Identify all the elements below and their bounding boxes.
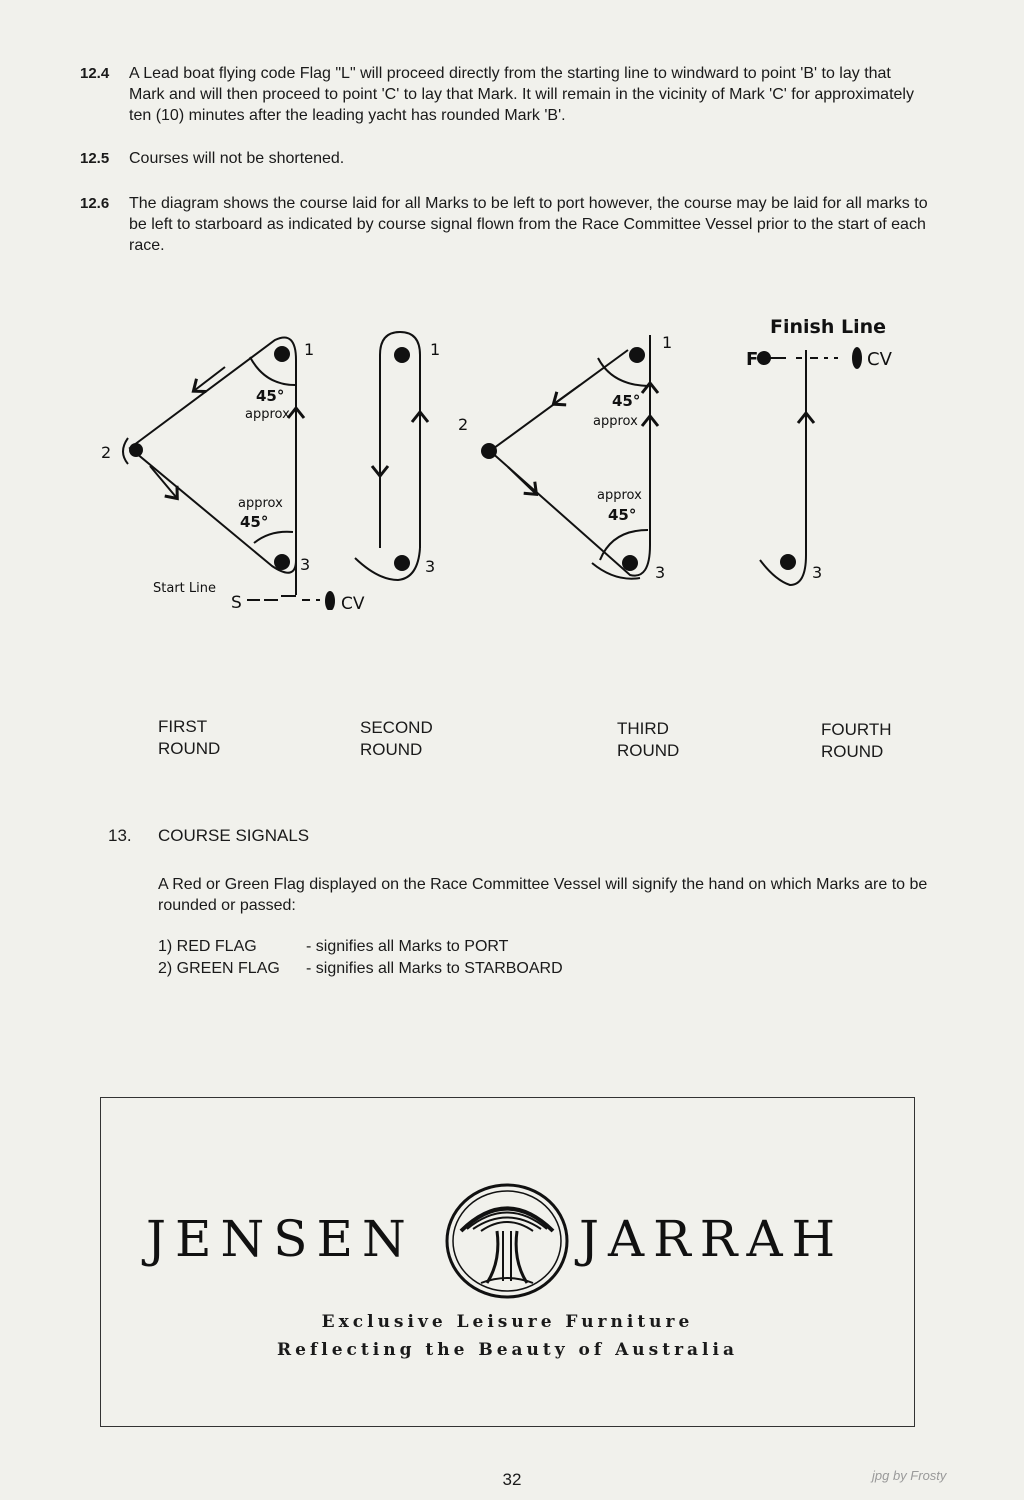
committee-vessel-icon (852, 347, 862, 369)
image-credit: jpg by Frosty (872, 1468, 947, 1483)
finish-mark (757, 351, 771, 365)
signal-description: - signifies all Marks to PORT (306, 938, 509, 955)
clause-text: A Lead boat flying code Flag "L" will proceed directly from the starting line to windward to point 'B' to lay that Mark and will then proceed to point 'C' to lay that Mark. It will remain in the vicinity of Mark 'C' for approximately ten (10) minutes after the leading yacht has rounded Mark 'B'. (129, 65, 914, 124)
clause-text: Courses will not be shortened. (129, 150, 345, 167)
angle-label: 45° (240, 513, 269, 531)
tagline-1: Exclusive Leisure Furniture (321, 1312, 694, 1332)
fourth-round-marks (757, 347, 862, 570)
angle-label: 45° (612, 392, 641, 410)
finish-letter: F (746, 349, 759, 370)
mark-3 (394, 555, 410, 571)
clause-text: The diagram shows the course laid for all Marks to be left to port however, the course may be laid for all marks to be left to starboard as indicated by course signal flown from the Race Committee Vessel prior to the start of each race. (129, 195, 928, 254)
tagline-2: Reflecting the Beauty of Australia (277, 1340, 738, 1360)
section-number: 13. (108, 826, 132, 845)
round-label-line: FOURTH (821, 720, 892, 739)
mark-3 (780, 554, 796, 570)
cv-label: CV (341, 594, 365, 610)
mark-label: 3 (425, 557, 436, 576)
round-label-second (360, 717, 433, 761)
course-diagrams (0, 300, 1024, 615)
mark-label: 1 (430, 340, 441, 359)
clause-number: 12.5 (80, 150, 110, 167)
advertisement-box (100, 1097, 915, 1427)
second-round-marks (394, 347, 410, 571)
round-label-line: SECOND (360, 718, 433, 737)
start-line-label: Start Line (153, 581, 216, 596)
signal-description: - signifies all Marks to STARBOARD (306, 960, 563, 977)
approx-label: approx (597, 488, 642, 503)
clause-12-6 (80, 193, 930, 256)
round-label-line: FIRST (158, 717, 208, 736)
mark-label: 3 (300, 555, 311, 574)
signals-intro: A Red or Green Flag displayed on the Race Committee Vessel will signify the hand on which Marks are to be rounded or passed: (158, 876, 928, 914)
section-title: COURSE SIGNALS (158, 826, 310, 845)
round-label-fourth (821, 719, 892, 763)
mark-1 (274, 346, 290, 362)
committee-vessel-icon (325, 591, 335, 610)
mark-2 (129, 443, 143, 457)
mark-3 (274, 554, 290, 570)
mark-label: 2 (101, 443, 112, 462)
cv-label: CV (867, 349, 892, 370)
mark-label: 3 (655, 563, 666, 582)
mark-label: 3 (812, 563, 823, 582)
approx-label: approx (238, 496, 283, 511)
angle-label: 45° (608, 506, 637, 524)
round-label-line: ROUND (617, 741, 680, 760)
angle-label: 45° (256, 387, 285, 405)
mark-1 (394, 347, 410, 363)
mark-2 (481, 443, 497, 459)
round-label-first (158, 716, 220, 760)
second-round-diagram (355, 332, 420, 580)
signal-label: 1) RED FLAG (158, 938, 257, 955)
second-round-labels (425, 340, 440, 576)
round-label-line: ROUND (821, 742, 884, 761)
round-label-line: ROUND (158, 739, 221, 758)
start-letter: S (231, 593, 242, 610)
third-round-diagram (490, 335, 650, 579)
mark-label: 2 (458, 415, 469, 434)
first-round-diagram (123, 338, 320, 601)
fourth-round-diagram (760, 350, 838, 585)
course-diagram-svg (0, 300, 1024, 610)
clause-12-5 (80, 148, 930, 169)
mark-label: 1 (304, 340, 315, 359)
round-label-line: ROUND (360, 740, 423, 759)
approx-label: approx (245, 407, 290, 422)
mark-3 (622, 555, 638, 571)
tree-emblem-icon (441, 1181, 573, 1301)
approx-label: approx (593, 414, 638, 429)
clause-12-4 (80, 63, 930, 126)
page-number: 32 (502, 1470, 522, 1489)
brand-name-right: JARRAH (579, 1210, 845, 1268)
mark-1 (629, 347, 645, 363)
round-label-line: THIRD (617, 719, 669, 738)
brand-name-left: JENSEN (146, 1210, 415, 1268)
round-label-third (617, 718, 679, 762)
finish-line-label: Finish Line (770, 316, 887, 338)
clause-number: 12.6 (80, 195, 110, 212)
signal-label: 2) GREEN FLAG (158, 960, 280, 977)
first-round-labels (101, 340, 365, 610)
clause-number: 12.4 (80, 65, 110, 82)
mark-label: 1 (662, 333, 673, 352)
